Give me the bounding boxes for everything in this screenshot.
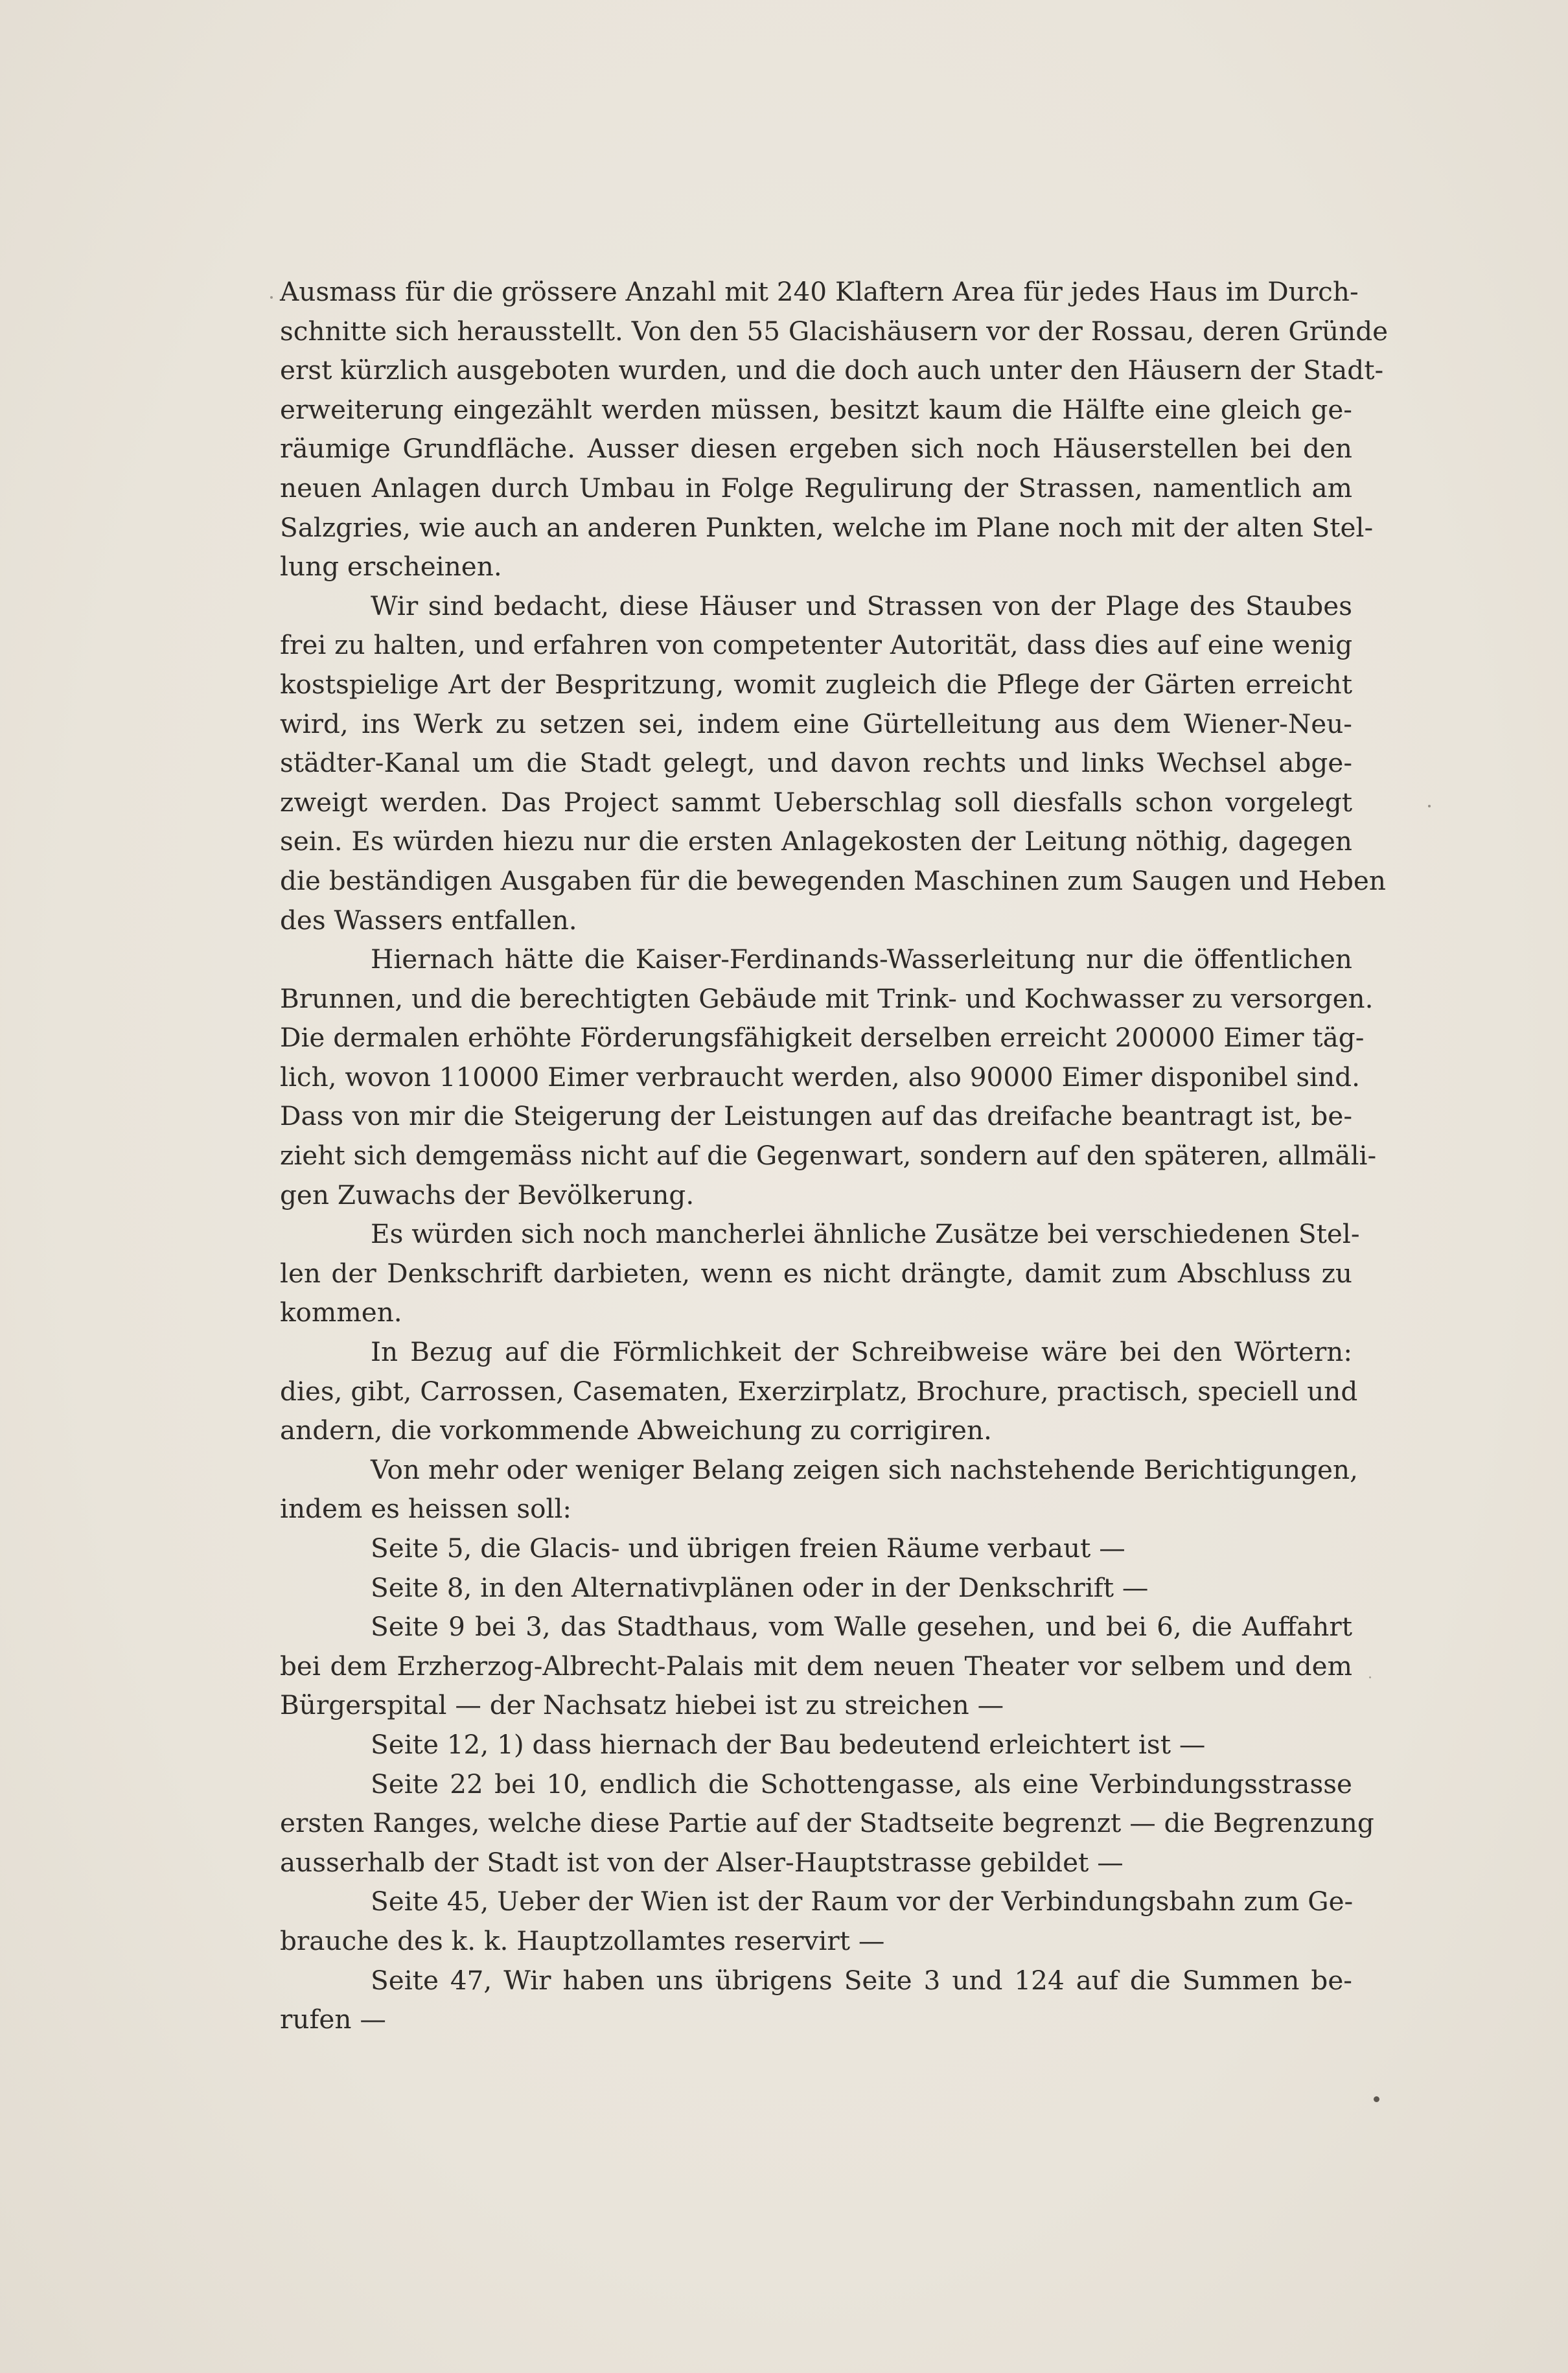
text-line: Die dermalen erhöhte Förderungsfähigkeit derselben erreicht 200000 Eimer täg- — [280, 1022, 1365, 1054]
paragraph — [280, 940, 1377, 1214]
ink-speck — [270, 296, 273, 299]
paragraph — [280, 1607, 1352, 1725]
text-line: lich, wovon 110000 Eimer verbraucht werden, also 90000 Eimer disponibel sind. — [280, 1061, 1360, 1093]
text-line: dies, gibt, Carrossen, Casematen, Exerzirplatz, Brochure, practisch, speciell und — [280, 1375, 1358, 1407]
text-line: kostspielige Art der Bespritzung, womit zugleich die Pflege der Gärten erreicht — [280, 668, 1352, 700]
text-line: Seite 45, Ueber der Wien ist der Raum vor der Verbindungsbahn zum Ge- — [371, 1886, 1354, 1917]
text-line: len der Denkschrift darbieten, wenn es nicht drängte, damit zum Abschluss zu — [280, 1257, 1352, 1289]
text-line: kommen. — [280, 1297, 402, 1328]
text-line: frei zu halten, und erfahren von competenter Autorität, dass dies auf eine wenig — [280, 629, 1353, 661]
text-line: Von mehr oder weniger Belang zeigen sich nachstehende Berichtigungen, — [371, 1453, 1358, 1485]
text-line: andern, die vorkommende Abweichung zu corrigiren. — [280, 1415, 992, 1446]
text-line: die beständigen Ausgaben für die bewegenden Maschinen zum Saugen und Heben — [280, 864, 1386, 896]
text-line: Brunnen, und die berechtigten Gebäude mit Trink- und Kochwasser zu versorgen. — [280, 982, 1374, 1014]
text-line: bei dem Erzherzog-Albrecht-Palais mit dem neuen Theater vor selbem und dem — [280, 1650, 1352, 1682]
text-line: Seite 22 bei 10, endlich die Schottengasse, als eine Verbindungsstrasse — [371, 1768, 1352, 1800]
text-line: Dass von mir die Steigerung der Leistungen auf das dreifache beantragt ist, be- — [280, 1100, 1352, 1132]
paragraph — [280, 272, 1389, 586]
text-line: Ausmass für die grössere Anzahl mit 240 Klaftern Area für jedes Haus im Durch- — [280, 276, 1359, 307]
text-line: erweiterung eingezählt werden müssen, besitzt kaum die Hälfte eine gleich ge- — [280, 393, 1352, 425]
paragraph — [280, 1882, 1352, 1960]
paragraph — [280, 1725, 1352, 1765]
text-line: ausserhalb der Stadt ist von der Alser-Hauptstrasse gebildet — — [280, 1846, 1124, 1878]
text-line: erst kürzlich ausgeboten wurden, und die doch auch unter den Häusern der Stadt- — [280, 354, 1384, 386]
paragraph — [280, 1961, 1352, 2039]
text-line: Bürgerspital — der Nachsatz hiebei ist zu streichen — — [280, 1689, 1004, 1721]
ink-speck — [1428, 805, 1431, 807]
text-line: zweigt werden. Das Project sammt Ueberschlag soll diesfalls schon vorgelegt — [280, 786, 1352, 818]
text-line: Es würden sich noch mancherlei ähnliche Zusätze bei verschiedenen Stel- — [371, 1218, 1360, 1250]
text-line: schnitte sich herausstellt. Von den 55 Glacishäusern vor der Rossau, deren Gründe — [280, 315, 1389, 347]
text-line: gen Zuwachs der Bevölkerung. — [280, 1179, 695, 1210]
paragraph — [280, 1450, 1358, 1529]
text-line: indem es heissen soll: — [280, 1493, 572, 1525]
text-line: zieht sich demgemäss nicht auf die Gegenwart, sondern auf den späteren, allmäli- — [280, 1140, 1377, 1172]
text-line: In Bezug auf die Förmlichkeit der Schreibweise wäre bei den Wörtern: — [371, 1336, 1352, 1368]
text-line: Seite 9 bei 3, das Stadthaus, vom Walle gesehen, und bei 6, die Auffahrt — [371, 1611, 1352, 1643]
ink-speck — [1374, 2096, 1379, 2102]
text-line: städter-Kanal um die Stadt gelegt, und davon rechts und links Wechsel abge- — [280, 747, 1352, 779]
text-line: räumige Grundfläche. Ausser diesen ergeben sich noch Häuserstellen bei den — [280, 433, 1352, 465]
body-text — [280, 272, 1389, 2039]
text-line: brauche des k. k. Hauptzollamtes reservirt — — [280, 1925, 885, 1956]
paragraph — [280, 1214, 1360, 1332]
text-line: neuen Anlagen durch Umbau in Folge Regulirung der Strassen, namentlich am — [280, 472, 1352, 504]
text-line: Seite 8, in den Alternativplänen oder in der Denkschrift — — [371, 1571, 1149, 1603]
text-line: Wir sind bedacht, diese Häuser und Strassen von der Plage des Staubes — [371, 590, 1352, 621]
text-line: des Wassers entfallen. — [280, 904, 577, 936]
text-line: wird, ins Werk zu setzen sei, indem eine Gürtelleitung aus dem Wiener-Neu- — [280, 708, 1352, 739]
text-line: Seite 12, 1) dass hiernach der Bau bedeutend erleichtert ist — — [371, 1728, 1206, 1760]
paragraph — [280, 1332, 1358, 1450]
paragraph — [280, 1529, 1352, 1568]
text-line: Hiernach hätte die Kaiser-Ferdinands-Wasserleitung nur die öffentlichen — [371, 943, 1352, 975]
ink-speck — [1369, 1676, 1371, 1678]
text-line: rufen — — [280, 2004, 386, 2035]
paragraph — [280, 1765, 1374, 1882]
text-line: Seite 5, die Glacis- und übrigen freien Räume verbaut — — [371, 1533, 1125, 1564]
text-line: Salzgries, wie auch an anderen Punkten, welche im Plane noch mit der alten Stel- — [280, 511, 1374, 543]
paragraph — [280, 586, 1386, 940]
paragraph — [280, 1568, 1352, 1608]
text-line: ersten Ranges, welche diese Partie auf der Stadtseite begrenzt — die Begrenzung — [280, 1807, 1374, 1839]
text-line: Seite 47, Wir haben uns übrigens Seite 3 und 124 auf die Summen be- — [371, 1964, 1352, 1996]
text-line: sein. Es würden hiezu nur die ersten Anlagekosten der Leitung nöthig, dagegen — [280, 826, 1352, 857]
text-line: lung erscheinen. — [280, 551, 502, 583]
